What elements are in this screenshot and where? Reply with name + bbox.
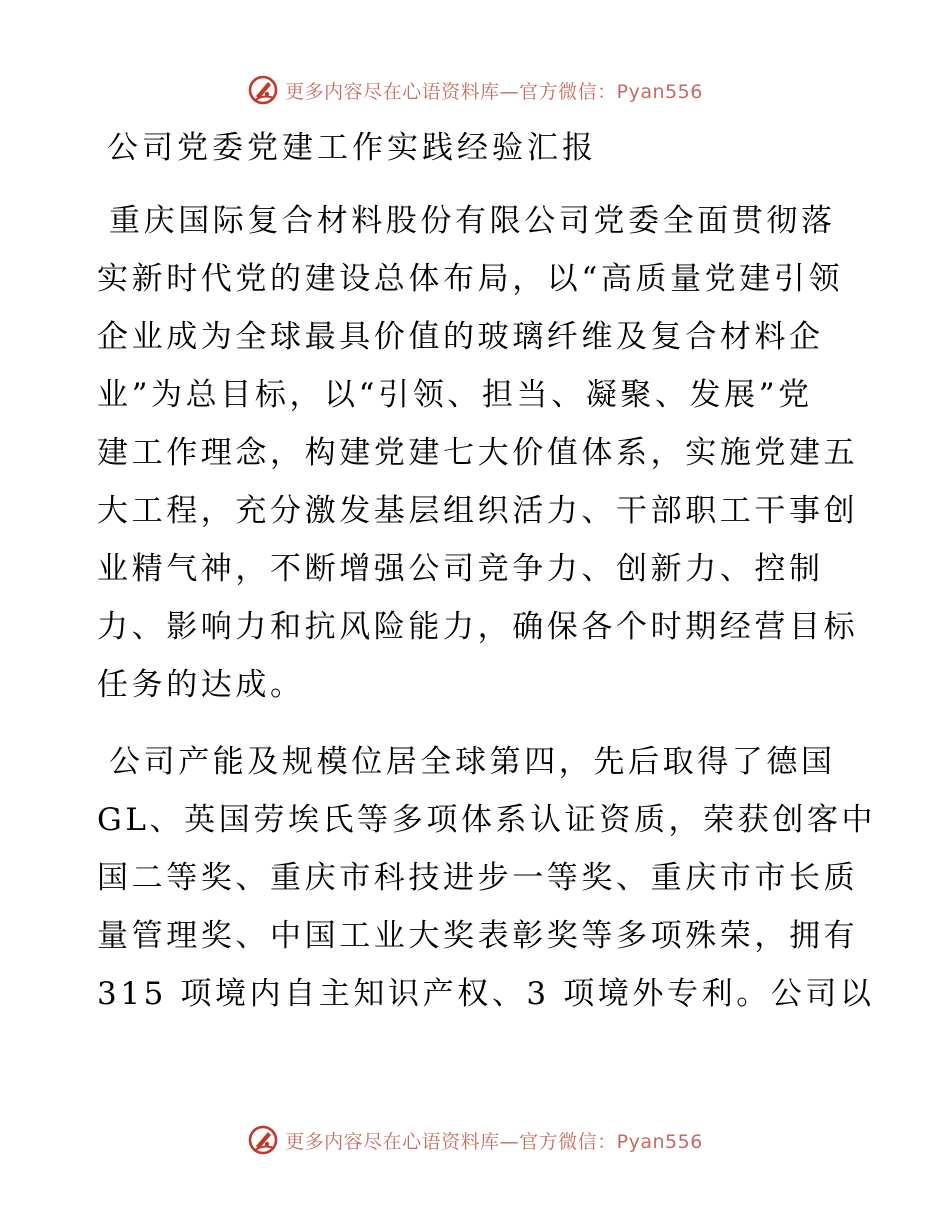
text-line: 公司产能及规模位居全球第四，先后取得了德国 — [109, 744, 836, 780]
watermark-text: 更多内容尽在心语资料库—官方微信：Pyan556 — [285, 1130, 703, 1153]
text-line: 任务的达成。 — [97, 667, 305, 703]
header-watermark-banner — [0, 70, 950, 110]
text-line: 315 项境内自主知识产权、3 项境外专利。公司以 — [97, 976, 875, 1012]
document-title: 公司党委党建工作实践经验汇报 — [107, 130, 597, 166]
watermark-text: 更多内容尽在心语资料库—官方微信：Pyan556 — [285, 80, 703, 103]
paragraph-2 — [97, 733, 877, 1023]
red-seal-logo-icon — [247, 1124, 279, 1156]
text-line: 建工作理念，构建党建七大价值体系，实施党建五 — [97, 435, 859, 471]
text-line: 力、影响力和抗风险能力，确保各个时期经营目标 — [97, 609, 859, 645]
text-line: GL、英国劳埃氏等多项体系认证资质，荣获创客中 — [97, 802, 877, 838]
paragraph-1 — [97, 192, 857, 714]
text-line: 业”为总目标，以“引领、担当、凝聚、发展”党 — [97, 377, 813, 413]
text-line: 国二等奖、重庆市科技进步一等奖、重庆市市长质 — [97, 860, 859, 896]
text-line: 重庆国际复合材料股份有限公司党委全面贯彻落 — [109, 203, 836, 239]
text-line: 量管理奖、中国工业大奖表彰奖等多项殊荣，拥有 — [97, 918, 859, 954]
red-seal-logo-icon — [247, 74, 279, 106]
text-line: 业精气神，不断增强公司竞争力、创新力、控制 — [97, 551, 824, 587]
text-line: 大工程，充分激发基层组织活力、干部职工干事创 — [97, 493, 859, 529]
text-line: 实新时代党的建设总体布局，以“高质量党建引领 — [97, 261, 844, 297]
footer-watermark-banner — [0, 1120, 950, 1160]
text-line: 企业成为全球最具价值的玻璃纤维及复合材料企 — [97, 319, 824, 355]
header-watermark — [247, 74, 703, 106]
footer-watermark — [247, 1124, 703, 1156]
